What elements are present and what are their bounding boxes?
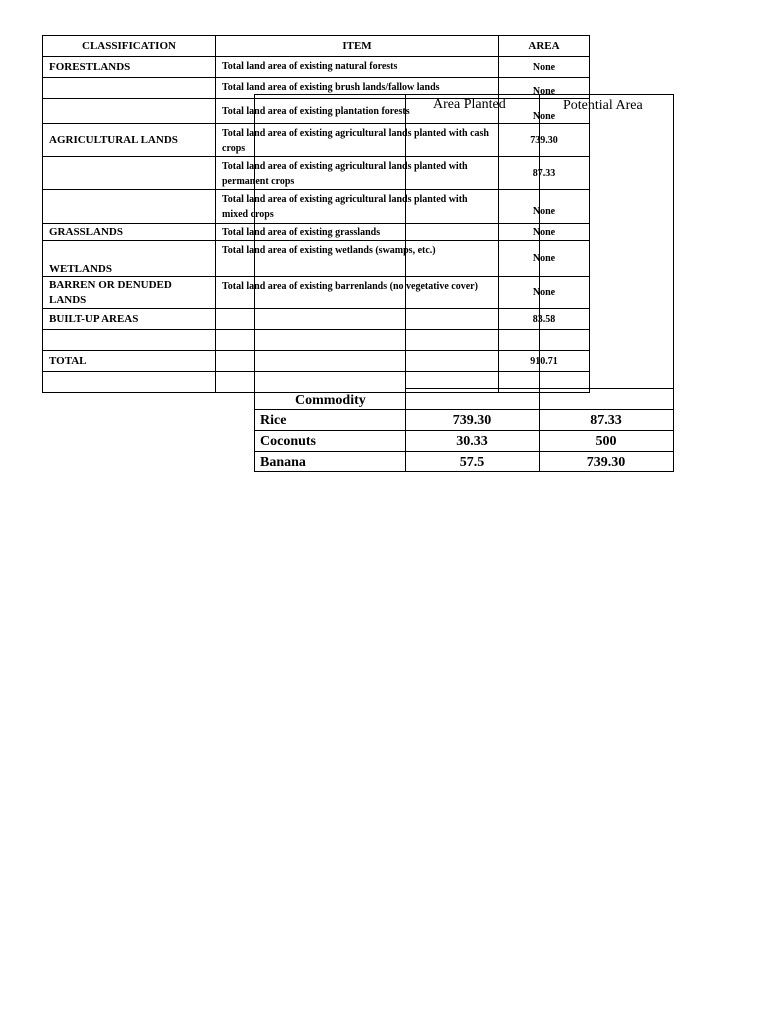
classification-cell: GRASSLANDS bbox=[43, 224, 216, 241]
item-cell bbox=[216, 351, 499, 372]
table-row bbox=[43, 224, 590, 241]
commodity-cell: Coconuts bbox=[260, 434, 317, 449]
table-row bbox=[43, 124, 590, 157]
area-planted-cell: 739.30 bbox=[452, 413, 492, 428]
item-cell: Total land area of existing plantation forests bbox=[216, 99, 499, 124]
classification-cell: BARREN OR DENUDED LANDS bbox=[43, 277, 216, 309]
item-cell: Total land area of existing natural forests bbox=[216, 57, 499, 78]
table-row bbox=[43, 99, 590, 124]
classification-cell: TOTAL bbox=[43, 351, 216, 372]
area-cell: None bbox=[499, 99, 590, 124]
commodity-header: Commodity bbox=[295, 393, 366, 408]
table-row bbox=[43, 190, 590, 224]
area-cell: None bbox=[499, 241, 590, 277]
item-cell: Total land area of existing wetlands (swamps, etc.) bbox=[216, 241, 499, 277]
commodity-cell: Banana bbox=[260, 455, 306, 470]
grid-line bbox=[254, 451, 674, 452]
area-planted-cell: 57.5 bbox=[459, 455, 485, 470]
potential-area-cell: 500 bbox=[595, 434, 617, 449]
area-cell: 739.30 bbox=[499, 124, 590, 157]
item-cell: Total land area of existing grasslands bbox=[216, 224, 499, 241]
item-header: ITEM bbox=[216, 36, 499, 57]
area-cell: None bbox=[499, 277, 590, 309]
grid-line bbox=[254, 430, 674, 431]
table-row bbox=[43, 309, 590, 330]
table-row bbox=[43, 57, 590, 78]
area-cell: None bbox=[499, 57, 590, 78]
potential-area-header: Potential Area bbox=[563, 98, 643, 113]
land-classification-table bbox=[42, 35, 590, 393]
item-cell: Total land area of existing agricultural lands planted with mixed crops bbox=[216, 190, 499, 224]
item-cell bbox=[216, 372, 499, 393]
classification-cell: WETLANDS bbox=[43, 241, 216, 277]
classification-cell: BUILT-UP AREAS bbox=[43, 309, 216, 330]
area-planted-cell: 30.33 bbox=[456, 434, 488, 449]
table-row bbox=[43, 351, 590, 372]
item-cell: Total land area of existing agricultural lands planted with permanent crops bbox=[216, 157, 499, 190]
potential-area-cell: 87.33 bbox=[590, 413, 622, 428]
grid-line bbox=[254, 471, 674, 472]
area-cell: 910.71 bbox=[499, 351, 590, 372]
area-cell bbox=[499, 330, 590, 351]
classification-cell bbox=[43, 157, 216, 190]
classification-cell: AGRICULTURAL LANDS bbox=[43, 124, 216, 157]
grid-line bbox=[254, 409, 674, 410]
area-cell: None bbox=[499, 190, 590, 224]
item-cell bbox=[216, 309, 499, 330]
area-cell: 87.33 bbox=[499, 157, 590, 190]
table-row bbox=[43, 277, 590, 309]
area-cell: None bbox=[499, 78, 590, 99]
table-row bbox=[43, 330, 590, 351]
item-cell bbox=[216, 330, 499, 351]
area-cell: None bbox=[499, 224, 590, 241]
classification-cell bbox=[43, 78, 216, 99]
classification-cell bbox=[43, 190, 216, 224]
classification-cell bbox=[43, 372, 216, 393]
table-row bbox=[43, 78, 590, 99]
area-cell bbox=[499, 372, 590, 393]
classification-header: CLASSIFICATION bbox=[43, 36, 216, 57]
item-cell: Total land area of existing barrenlands (no vegetative cover) bbox=[216, 277, 499, 309]
area-header: AREA bbox=[499, 36, 590, 57]
item-cell: Total land area of existing agricultural lands planted with cash crops bbox=[216, 124, 499, 157]
item-cell: Total land area of existing brush lands/fallow lands bbox=[216, 78, 499, 99]
table-header-row bbox=[43, 36, 590, 57]
commodity-cell: Rice bbox=[260, 413, 287, 428]
area-cell: 83.58 bbox=[499, 309, 590, 330]
grid-line bbox=[673, 94, 674, 472]
area-planted-header: Area Planted bbox=[433, 97, 506, 112]
table-row bbox=[43, 372, 590, 393]
classification-cell bbox=[43, 99, 216, 124]
classification-cell bbox=[43, 330, 216, 351]
potential-area-cell: 739.30 bbox=[586, 455, 626, 470]
table-row bbox=[43, 241, 590, 277]
classification-cell: FORESTLANDS bbox=[43, 57, 216, 78]
table-row bbox=[43, 157, 590, 190]
